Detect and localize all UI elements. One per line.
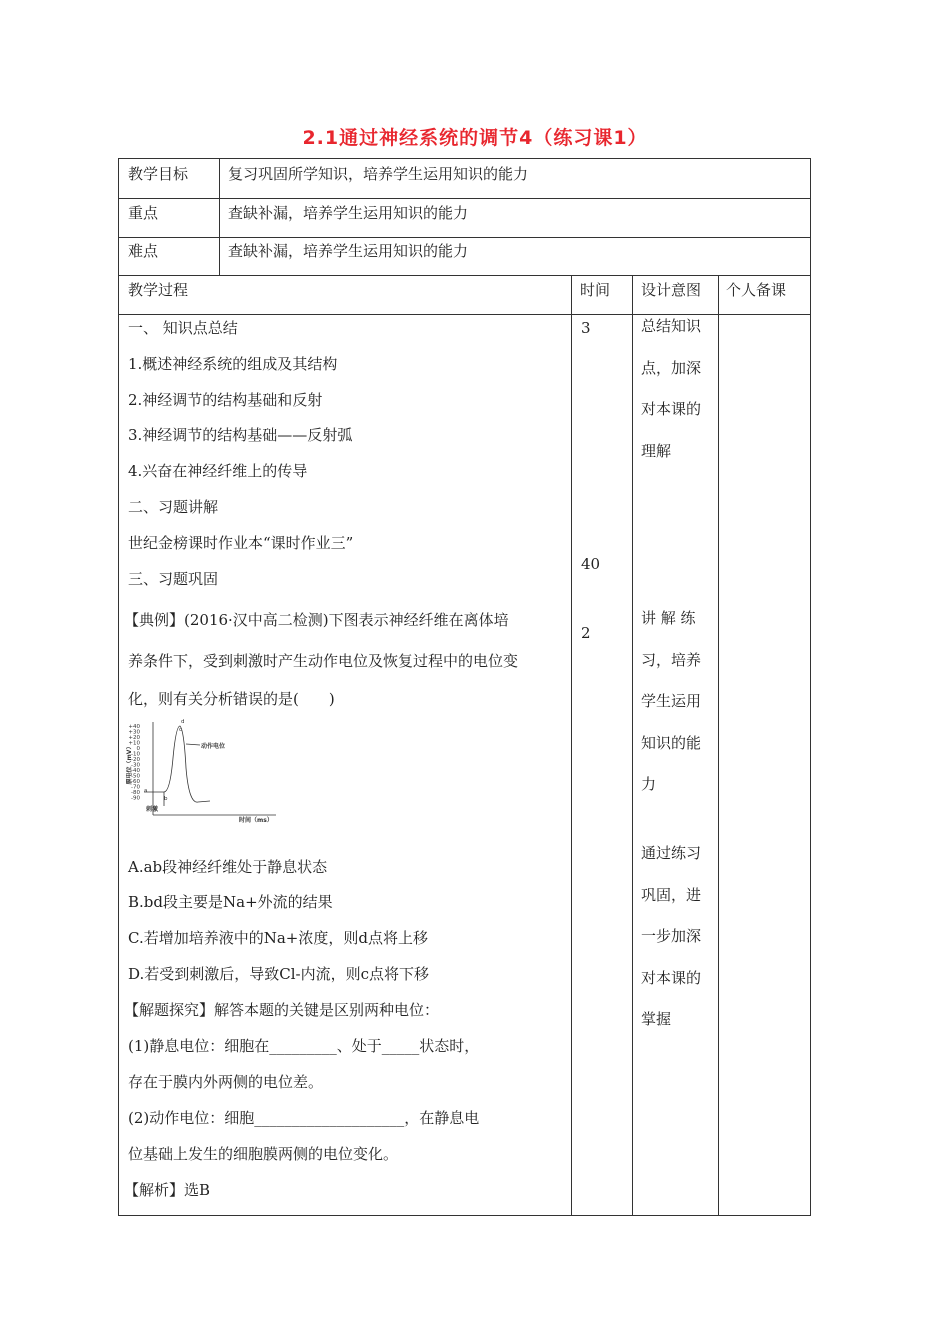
design-intent-line: 通过练习 — [641, 844, 702, 862]
point-label-d: d — [181, 719, 185, 725]
key-label: 重点 — [128, 204, 159, 222]
example-line-2: 养条件下，受到刺激时产生动作电位及恢复过程中的电位变 — [128, 652, 519, 670]
point-3: 3.神经调节的结构基础——反射弧 — [128, 426, 353, 444]
time-1: 3 — [581, 319, 591, 337]
key-value: 查缺补漏，培养学生运用知识的能力 — [228, 204, 469, 222]
point-label-c: c — [179, 727, 183, 733]
example-line-3: 化，则有关分析错误的是( ) — [128, 690, 335, 708]
y-tick-label: -90 — [131, 795, 140, 802]
section-2-heading: 二、习题讲解 — [128, 498, 219, 516]
y-tick-label: +30 — [128, 729, 140, 736]
y-axis-label: 膜电位（mV） — [126, 743, 133, 785]
point-label-a: a — [144, 788, 148, 794]
option-d: D.若受到刺激后，导致Cl-内流，则c点将下移 — [128, 965, 430, 983]
design-intent-line: 巩固，进 — [641, 885, 702, 904]
time-2: 40 — [581, 555, 601, 573]
design-intent-line: 掌握 — [641, 1010, 672, 1028]
y-tick-label: +10 — [128, 740, 140, 747]
design-intent-1 — [641, 306, 701, 472]
design-intent-line: 知识的能 — [641, 733, 702, 752]
page-title: 2.1通过神经系统的调节4（练习课1） — [302, 127, 648, 149]
question-1-line-2: 存在于膜内外两侧的电位差。 — [128, 1073, 324, 1091]
y-tick-label: +40 — [128, 724, 140, 730]
point-2: 2.神经调节的结构基础和反射 — [128, 391, 323, 409]
analysis-heading: 【解题探究】解答本题的关键是区别两种电位： — [124, 1001, 440, 1019]
difficulty-label: 难点 — [128, 242, 159, 260]
point-label-b: b — [164, 796, 168, 802]
section-1-heading: 一、 知识点总结 — [128, 319, 238, 337]
y-tick-label: -70 — [131, 784, 140, 791]
difficulty-value: 查缺补漏，培养学生运用知识的能力 — [228, 242, 469, 260]
example-line-1: 【典例】(2016·汉中高二检测)下图表示神经纤维在离体培 — [124, 611, 509, 629]
design-intent-line: 点，加深 — [641, 358, 702, 377]
header-personal: 个人备课 — [726, 281, 787, 299]
section-3-heading: 三、习题巩固 — [128, 570, 219, 588]
y-tick-label: -40 — [131, 768, 140, 774]
action-potential-curve — [144, 726, 210, 802]
y-tick-label: -30 — [131, 762, 140, 769]
design-intent-line: 对本课的 — [641, 400, 702, 418]
design-intent-line: 对本课的 — [641, 968, 702, 987]
answer: 【解析】选B — [124, 1181, 211, 1199]
design-intent-line: 讲 解 练 — [641, 609, 696, 627]
annotation-action-potential: 动作电位 — [201, 743, 226, 750]
point-1: 1.概述神经系统的组成及其结构 — [128, 355, 338, 373]
x-axis-label: 时间（ms） — [239, 817, 273, 824]
objective-label: 教学目标 — [128, 165, 189, 183]
design-intent-line: 力 — [641, 775, 657, 793]
annotation-stimulus: 刺激 — [146, 806, 159, 813]
header-process: 教学过程 — [128, 281, 189, 299]
time-3: 2 — [581, 624, 591, 642]
objective-value: 复习巩固所学知识，培养学生运用知识的能力 — [228, 165, 529, 183]
action-potential-chart — [126, 718, 286, 828]
design-intent-3 — [641, 833, 701, 1041]
section-2-text: 世纪金榜课时作业本“课时作业三” — [128, 534, 354, 552]
y-tick-label: -60 — [131, 779, 140, 785]
question-2-line-2: 位基础上发生的细胞膜两侧的电位变化。 — [128, 1145, 399, 1163]
y-tick-label: -50 — [131, 773, 140, 780]
y-tick-label: -20 — [131, 757, 140, 763]
option-a: A.ab段神经纤维处于静息状态 — [128, 858, 328, 876]
design-intent-line: 学生运用 — [641, 692, 702, 710]
design-intent-line: 习，培养 — [641, 650, 702, 669]
point-4: 4.兴奋在神经纤维上的传导 — [128, 462, 308, 480]
question-1-line-1: (1)静息电位：细胞在_________、处于_____状态时， — [128, 1037, 480, 1055]
y-tick-label: 0 — [136, 746, 140, 752]
design-intent-line: 一步加深 — [641, 927, 702, 945]
option-b: B.bd段主要是Na+外流的结果 — [128, 893, 333, 911]
design-intent-line: 理解 — [641, 441, 672, 460]
header-time: 时间 — [580, 281, 611, 299]
y-tick-label: +20 — [128, 735, 140, 741]
design-intent-2 — [641, 598, 701, 806]
question-2-line-1: (2)动作电位：细胞____________________，在静息电 — [128, 1109, 480, 1127]
y-tick-label: -80 — [131, 790, 140, 796]
y-tick-label: -10 — [131, 751, 140, 758]
annotation-leader — [186, 744, 200, 745]
design-intent-line: 总结知识 — [641, 317, 702, 335]
header-design: 设计意图 — [641, 281, 702, 299]
option-c: C.若增加培养液中的Na+浓度，则d点将上移 — [128, 929, 428, 947]
